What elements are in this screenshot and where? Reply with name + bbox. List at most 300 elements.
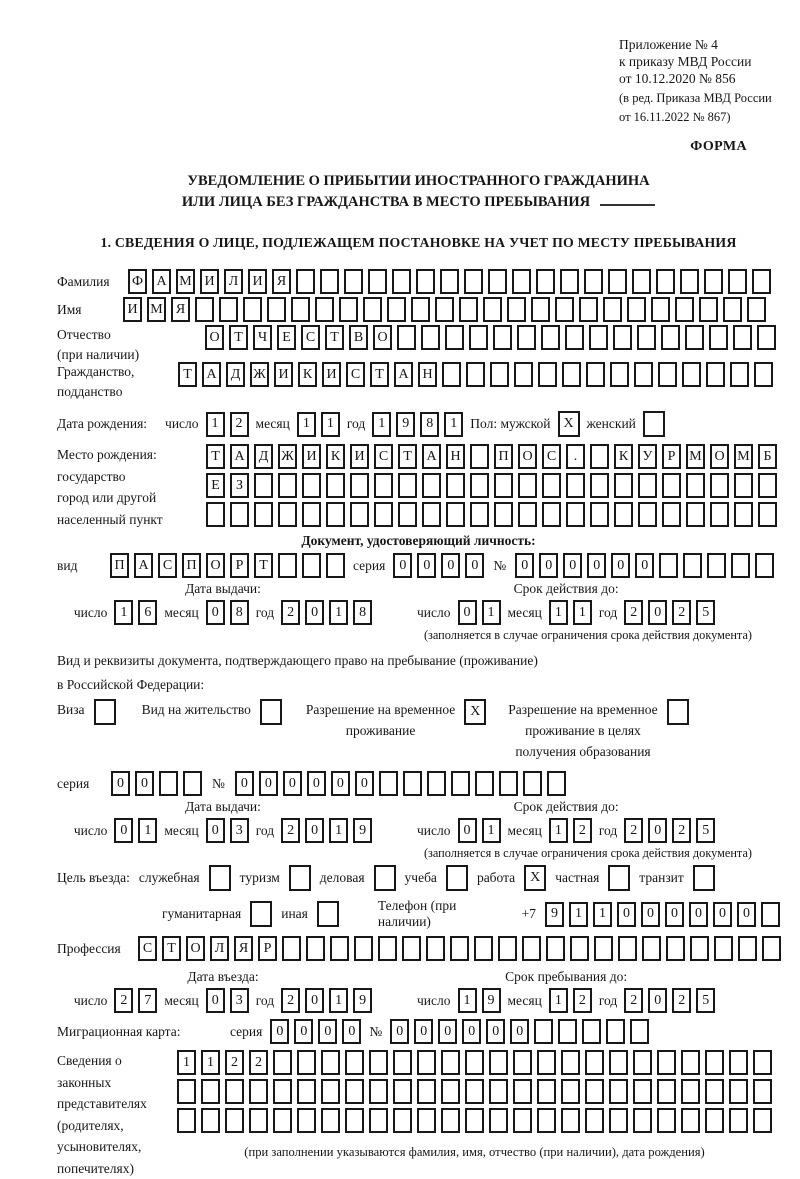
form-cell[interactable] xyxy=(302,502,321,527)
form-cell[interactable] xyxy=(534,1019,553,1044)
form-cell[interactable]: 0 xyxy=(635,553,654,578)
form-cell[interactable] xyxy=(470,502,489,527)
form-cell[interactable] xyxy=(392,269,411,294)
form-cell[interactable]: 0 xyxy=(235,771,254,796)
form-cell[interactable] xyxy=(590,502,609,527)
form-cell[interactable] xyxy=(345,1050,364,1075)
form-cell[interactable] xyxy=(350,473,369,498)
form-cell[interactable]: 1 xyxy=(549,600,568,625)
form-cell[interactable]: 1 xyxy=(329,600,348,625)
form-cell[interactable] xyxy=(417,1079,436,1104)
form-cell[interactable] xyxy=(302,553,321,578)
form-cell[interactable] xyxy=(762,936,781,961)
form-cell[interactable]: П xyxy=(494,444,513,469)
form-cell[interactable] xyxy=(723,297,742,322)
form-cell[interactable] xyxy=(183,771,202,796)
form-cell[interactable] xyxy=(470,444,489,469)
form-cell[interactable] xyxy=(710,502,729,527)
form-cell[interactable] xyxy=(291,297,310,322)
form-cell[interactable]: 1 xyxy=(549,818,568,843)
form-cell[interactable]: 0 xyxy=(305,818,324,843)
form-cell[interactable]: 0 xyxy=(510,1019,529,1044)
form-cell[interactable] xyxy=(686,473,705,498)
form-cell[interactable]: 2 xyxy=(624,600,643,625)
form-cell[interactable] xyxy=(753,1108,772,1133)
form-cell[interactable] xyxy=(513,1108,532,1133)
form-cell[interactable]: И xyxy=(322,362,341,387)
form-cell[interactable]: М xyxy=(176,269,195,294)
form-cell[interactable]: Т xyxy=(162,936,181,961)
form-cell[interactable]: 0 xyxy=(458,600,477,625)
form-cell[interactable] xyxy=(354,936,373,961)
form-cell[interactable] xyxy=(638,502,657,527)
form-cell[interactable]: 5 xyxy=(696,818,715,843)
form-cell[interactable]: Т xyxy=(229,325,248,350)
form-cell[interactable] xyxy=(729,1108,748,1133)
form-cell[interactable]: Т xyxy=(325,325,344,350)
form-cell[interactable] xyxy=(243,297,262,322)
form-cell[interactable]: 2 xyxy=(281,600,300,625)
form-cell[interactable]: К xyxy=(614,444,633,469)
form-cell[interactable]: 0 xyxy=(648,600,667,625)
form-cell[interactable] xyxy=(608,865,630,891)
form-cell[interactable] xyxy=(606,1019,625,1044)
form-cell[interactable] xyxy=(630,1019,649,1044)
form-cell[interactable] xyxy=(565,325,584,350)
form-cell[interactable] xyxy=(445,325,464,350)
form-cell[interactable] xyxy=(609,1050,628,1075)
form-cell[interactable] xyxy=(614,473,633,498)
form-cell[interactable]: 0 xyxy=(665,902,684,927)
form-cell[interactable] xyxy=(541,325,560,350)
form-cell[interactable] xyxy=(201,1079,220,1104)
form-cell[interactable]: У xyxy=(638,444,657,469)
form-cell[interactable]: О xyxy=(518,444,537,469)
form-cell[interactable] xyxy=(397,325,416,350)
form-cell[interactable] xyxy=(585,1050,604,1075)
form-cell[interactable] xyxy=(753,1079,772,1104)
form-cell[interactable] xyxy=(666,936,685,961)
form-cell[interactable]: С xyxy=(346,362,365,387)
form-cell[interactable] xyxy=(512,269,531,294)
form-cell[interactable]: Н xyxy=(446,444,465,469)
form-cell[interactable]: М xyxy=(686,444,705,469)
form-cell[interactable]: О xyxy=(710,444,729,469)
form-cell[interactable]: П xyxy=(110,553,129,578)
form-cell[interactable] xyxy=(613,325,632,350)
form-cell[interactable] xyxy=(681,1050,700,1075)
form-cell[interactable] xyxy=(475,771,494,796)
form-cell[interactable]: А xyxy=(134,553,153,578)
form-cell[interactable]: 0 xyxy=(438,1019,457,1044)
form-cell[interactable] xyxy=(657,1108,676,1133)
form-cell[interactable] xyxy=(542,502,561,527)
form-cell[interactable]: А xyxy=(394,362,413,387)
form-cell[interactable] xyxy=(273,1050,292,1075)
form-cell[interactable]: О xyxy=(373,325,392,350)
form-cell[interactable] xyxy=(608,269,627,294)
form-cell[interactable]: 9 xyxy=(545,902,564,927)
form-cell[interactable]: И xyxy=(302,444,321,469)
form-cell[interactable] xyxy=(201,1108,220,1133)
form-cell[interactable] xyxy=(633,1108,652,1133)
form-cell[interactable]: Л xyxy=(224,269,243,294)
form-cell[interactable]: С xyxy=(301,325,320,350)
form-cell[interactable] xyxy=(345,1108,364,1133)
form-cell[interactable] xyxy=(594,936,613,961)
form-cell[interactable] xyxy=(705,1050,724,1075)
form-cell[interactable]: 3 xyxy=(230,988,249,1013)
form-cell[interactable] xyxy=(758,502,777,527)
form-cell[interactable] xyxy=(705,1079,724,1104)
form-cell[interactable] xyxy=(464,269,483,294)
form-cell[interactable] xyxy=(350,502,369,527)
form-cell[interactable]: 1 xyxy=(569,902,588,927)
form-cell[interactable] xyxy=(330,936,349,961)
form-cell[interactable]: Р xyxy=(230,553,249,578)
form-cell[interactable] xyxy=(369,1079,388,1104)
form-cell[interactable] xyxy=(656,269,675,294)
form-cell[interactable]: Т xyxy=(370,362,389,387)
form-cell[interactable]: С xyxy=(158,553,177,578)
form-cell[interactable] xyxy=(537,1050,556,1075)
form-cell[interactable] xyxy=(586,362,605,387)
form-cell[interactable] xyxy=(642,936,661,961)
form-cell[interactable] xyxy=(273,1108,292,1133)
form-cell[interactable]: 1 xyxy=(458,988,477,1013)
form-cell[interactable] xyxy=(753,1050,772,1075)
form-cell[interactable] xyxy=(632,269,651,294)
form-cell[interactable] xyxy=(609,1108,628,1133)
form-cell[interactable] xyxy=(427,771,446,796)
form-cell[interactable]: 0 xyxy=(648,988,667,1013)
form-cell[interactable] xyxy=(321,1108,340,1133)
form-cell[interactable] xyxy=(441,1108,460,1133)
form-cell[interactable]: Т xyxy=(206,444,225,469)
form-cell[interactable]: 0 xyxy=(563,553,582,578)
form-cell[interactable]: З xyxy=(230,473,249,498)
form-cell[interactable] xyxy=(219,297,238,322)
form-cell[interactable]: 2 xyxy=(624,818,643,843)
form-cell[interactable]: Д xyxy=(254,444,273,469)
form-cell[interactable]: 8 xyxy=(353,600,372,625)
form-cell[interactable]: 0 xyxy=(114,818,133,843)
form-cell[interactable] xyxy=(278,553,297,578)
form-cell[interactable] xyxy=(610,362,629,387)
form-cell[interactable]: 5 xyxy=(696,988,715,1013)
form-cell[interactable] xyxy=(317,901,339,927)
form-cell[interactable] xyxy=(507,297,526,322)
form-cell[interactable]: 0 xyxy=(414,1019,433,1044)
form-cell[interactable] xyxy=(618,936,637,961)
form-cell[interactable]: 2 xyxy=(225,1050,244,1075)
form-cell[interactable]: 2 xyxy=(624,988,643,1013)
form-cell[interactable]: X xyxy=(558,411,580,437)
form-cell[interactable]: 1 xyxy=(549,988,568,1013)
form-cell[interactable] xyxy=(590,444,609,469)
form-cell[interactable] xyxy=(426,936,445,961)
form-cell[interactable] xyxy=(267,297,286,322)
form-cell[interactable] xyxy=(582,1019,601,1044)
form-cell[interactable] xyxy=(681,1108,700,1133)
form-cell[interactable] xyxy=(339,297,358,322)
form-cell[interactable]: 0 xyxy=(515,553,534,578)
form-cell[interactable] xyxy=(297,1108,316,1133)
form-cell[interactable]: С xyxy=(138,936,157,961)
form-cell[interactable]: 0 xyxy=(135,771,154,796)
form-cell[interactable] xyxy=(633,1050,652,1075)
form-cell[interactable]: 8 xyxy=(230,600,249,625)
form-cell[interactable]: Ж xyxy=(278,444,297,469)
form-cell[interactable]: А xyxy=(422,444,441,469)
form-cell[interactable]: 0 xyxy=(611,553,630,578)
form-cell[interactable] xyxy=(733,325,752,350)
form-cell[interactable] xyxy=(651,297,670,322)
form-cell[interactable]: 1 xyxy=(482,600,501,625)
form-cell[interactable] xyxy=(206,502,225,527)
form-cell[interactable] xyxy=(561,1108,580,1133)
form-cell[interactable] xyxy=(379,771,398,796)
form-cell[interactable]: К xyxy=(326,444,345,469)
form-cell[interactable] xyxy=(522,936,541,961)
form-cell[interactable] xyxy=(633,1079,652,1104)
form-cell[interactable] xyxy=(321,1050,340,1075)
form-cell[interactable] xyxy=(374,865,396,891)
form-cell[interactable] xyxy=(451,771,470,796)
form-cell[interactable] xyxy=(585,1108,604,1133)
form-cell[interactable] xyxy=(465,1108,484,1133)
form-cell[interactable] xyxy=(561,1079,580,1104)
form-cell[interactable]: М xyxy=(734,444,753,469)
form-cell[interactable]: С xyxy=(374,444,393,469)
form-cell[interactable] xyxy=(315,297,334,322)
form-cell[interactable]: 5 xyxy=(696,600,715,625)
form-cell[interactable] xyxy=(517,325,536,350)
form-cell[interactable] xyxy=(657,1079,676,1104)
form-cell[interactable]: 0 xyxy=(617,902,636,927)
form-cell[interactable]: О xyxy=(205,325,224,350)
form-cell[interactable] xyxy=(585,1079,604,1104)
form-cell[interactable] xyxy=(614,502,633,527)
form-cell[interactable] xyxy=(387,297,406,322)
form-cell[interactable]: X xyxy=(524,865,546,891)
form-cell[interactable] xyxy=(411,297,430,322)
form-cell[interactable]: X xyxy=(464,699,486,725)
form-cell[interactable] xyxy=(603,297,622,322)
form-cell[interactable]: 0 xyxy=(283,771,302,796)
form-cell[interactable] xyxy=(225,1079,244,1104)
form-cell[interactable]: 0 xyxy=(270,1019,289,1044)
form-cell[interactable]: 2 xyxy=(230,412,249,437)
form-cell[interactable] xyxy=(488,269,507,294)
form-cell[interactable]: И xyxy=(200,269,219,294)
form-cell[interactable] xyxy=(513,1079,532,1104)
form-cell[interactable] xyxy=(278,502,297,527)
form-cell[interactable] xyxy=(513,1050,532,1075)
form-cell[interactable] xyxy=(416,269,435,294)
form-cell[interactable] xyxy=(518,473,537,498)
form-cell[interactable] xyxy=(326,473,345,498)
form-cell[interactable] xyxy=(446,865,468,891)
form-cell[interactable] xyxy=(441,1050,460,1075)
form-cell[interactable] xyxy=(402,936,421,961)
form-cell[interactable]: В xyxy=(349,325,368,350)
form-cell[interactable] xyxy=(731,553,750,578)
form-cell[interactable] xyxy=(680,269,699,294)
form-cell[interactable]: 0 xyxy=(648,818,667,843)
form-cell[interactable]: 1 xyxy=(482,818,501,843)
form-cell[interactable] xyxy=(417,1108,436,1133)
form-cell[interactable] xyxy=(393,1079,412,1104)
form-cell[interactable] xyxy=(474,936,493,961)
form-cell[interactable] xyxy=(579,297,598,322)
form-cell[interactable] xyxy=(254,473,273,498)
form-cell[interactable] xyxy=(755,553,774,578)
form-cell[interactable] xyxy=(398,502,417,527)
form-cell[interactable]: Ж xyxy=(250,362,269,387)
form-cell[interactable] xyxy=(494,502,513,527)
form-cell[interactable]: Н xyxy=(418,362,437,387)
form-cell[interactable]: Д xyxy=(226,362,245,387)
form-cell[interactable] xyxy=(566,502,585,527)
form-cell[interactable] xyxy=(658,362,677,387)
form-cell[interactable] xyxy=(734,473,753,498)
form-cell[interactable]: 1 xyxy=(321,412,340,437)
form-cell[interactable]: 0 xyxy=(111,771,130,796)
form-cell[interactable] xyxy=(662,473,681,498)
form-cell[interactable]: Б xyxy=(758,444,777,469)
form-cell[interactable] xyxy=(714,936,733,961)
form-cell[interactable] xyxy=(562,362,581,387)
form-cell[interactable] xyxy=(561,1050,580,1075)
form-cell[interactable]: А xyxy=(202,362,221,387)
form-cell[interactable]: Т xyxy=(254,553,273,578)
form-cell[interactable]: 2 xyxy=(249,1050,268,1075)
form-cell[interactable]: 0 xyxy=(390,1019,409,1044)
form-cell[interactable] xyxy=(94,699,116,725)
form-cell[interactable]: 1 xyxy=(372,412,391,437)
form-cell[interactable] xyxy=(440,269,459,294)
form-cell[interactable] xyxy=(254,502,273,527)
form-cell[interactable]: 1 xyxy=(329,988,348,1013)
form-cell[interactable]: Ф xyxy=(128,269,147,294)
form-cell[interactable] xyxy=(537,1079,556,1104)
form-cell[interactable]: 1 xyxy=(573,600,592,625)
form-cell[interactable] xyxy=(195,297,214,322)
form-cell[interactable] xyxy=(296,269,315,294)
form-cell[interactable]: 1 xyxy=(177,1050,196,1075)
form-cell[interactable] xyxy=(728,269,747,294)
form-cell[interactable] xyxy=(609,1079,628,1104)
form-cell[interactable] xyxy=(683,553,702,578)
form-cell[interactable] xyxy=(306,936,325,961)
form-cell[interactable]: 0 xyxy=(465,553,484,578)
form-cell[interactable] xyxy=(754,362,773,387)
form-cell[interactable] xyxy=(483,297,502,322)
form-cell[interactable] xyxy=(326,502,345,527)
form-cell[interactable]: 0 xyxy=(486,1019,505,1044)
form-cell[interactable]: 0 xyxy=(318,1019,337,1044)
form-cell[interactable] xyxy=(326,553,345,578)
form-cell[interactable]: 0 xyxy=(737,902,756,927)
form-cell[interactable]: Е xyxy=(277,325,296,350)
form-cell[interactable] xyxy=(466,362,485,387)
form-cell[interactable]: 2 xyxy=(281,988,300,1013)
form-cell[interactable]: 9 xyxy=(482,988,501,1013)
form-cell[interactable]: 0 xyxy=(458,818,477,843)
form-cell[interactable] xyxy=(560,269,579,294)
form-cell[interactable] xyxy=(494,473,513,498)
form-cell[interactable] xyxy=(542,473,561,498)
form-cell[interactable] xyxy=(706,362,725,387)
form-cell[interactable]: 0 xyxy=(294,1019,313,1044)
form-cell[interactable] xyxy=(531,297,550,322)
form-cell[interactable] xyxy=(446,473,465,498)
form-cell[interactable]: 0 xyxy=(307,771,326,796)
form-cell[interactable]: Я xyxy=(171,297,190,322)
form-cell[interactable] xyxy=(490,362,509,387)
form-cell[interactable] xyxy=(752,269,771,294)
form-cell[interactable] xyxy=(675,297,694,322)
form-cell[interactable] xyxy=(627,297,646,322)
form-cell[interactable]: М xyxy=(147,297,166,322)
form-cell[interactable]: 0 xyxy=(641,902,660,927)
form-cell[interactable] xyxy=(470,473,489,498)
form-cell[interactable] xyxy=(297,1050,316,1075)
form-cell[interactable] xyxy=(297,1079,316,1104)
form-cell[interactable]: 1 xyxy=(444,412,463,437)
form-cell[interactable]: 0 xyxy=(355,771,374,796)
form-cell[interactable]: 2 xyxy=(573,818,592,843)
form-cell[interactable] xyxy=(422,502,441,527)
form-cell[interactable]: 0 xyxy=(342,1019,361,1044)
form-cell[interactable]: 7 xyxy=(138,988,157,1013)
form-cell[interactable] xyxy=(374,502,393,527)
form-cell[interactable] xyxy=(344,269,363,294)
form-cell[interactable]: 1 xyxy=(297,412,316,437)
form-cell[interactable] xyxy=(690,936,709,961)
form-cell[interactable]: 0 xyxy=(441,553,460,578)
form-cell[interactable] xyxy=(493,325,512,350)
form-cell[interactable]: П xyxy=(182,553,201,578)
form-cell[interactable]: 2 xyxy=(114,988,133,1013)
form-cell[interactable] xyxy=(369,1050,388,1075)
form-cell[interactable] xyxy=(441,1079,460,1104)
form-cell[interactable]: 0 xyxy=(689,902,708,927)
form-cell[interactable] xyxy=(570,936,589,961)
form-cell[interactable]: 0 xyxy=(393,553,412,578)
form-cell[interactable] xyxy=(450,936,469,961)
form-cell[interactable]: 2 xyxy=(281,818,300,843)
form-cell[interactable]: 1 xyxy=(206,412,225,437)
form-cell[interactable]: 3 xyxy=(230,818,249,843)
form-cell[interactable]: 2 xyxy=(573,988,592,1013)
form-cell[interactable]: 0 xyxy=(462,1019,481,1044)
form-cell[interactable] xyxy=(435,297,454,322)
form-cell[interactable] xyxy=(667,699,689,725)
form-cell[interactable] xyxy=(442,362,461,387)
form-cell[interactable] xyxy=(590,473,609,498)
form-cell[interactable] xyxy=(747,297,766,322)
form-cell[interactable] xyxy=(417,1050,436,1075)
form-cell[interactable] xyxy=(536,269,555,294)
form-cell[interactable] xyxy=(518,502,537,527)
form-cell[interactable] xyxy=(278,473,297,498)
form-cell[interactable]: 0 xyxy=(206,988,225,1013)
form-cell[interactable] xyxy=(584,269,603,294)
form-cell[interactable]: Т xyxy=(178,362,197,387)
form-cell[interactable] xyxy=(398,473,417,498)
